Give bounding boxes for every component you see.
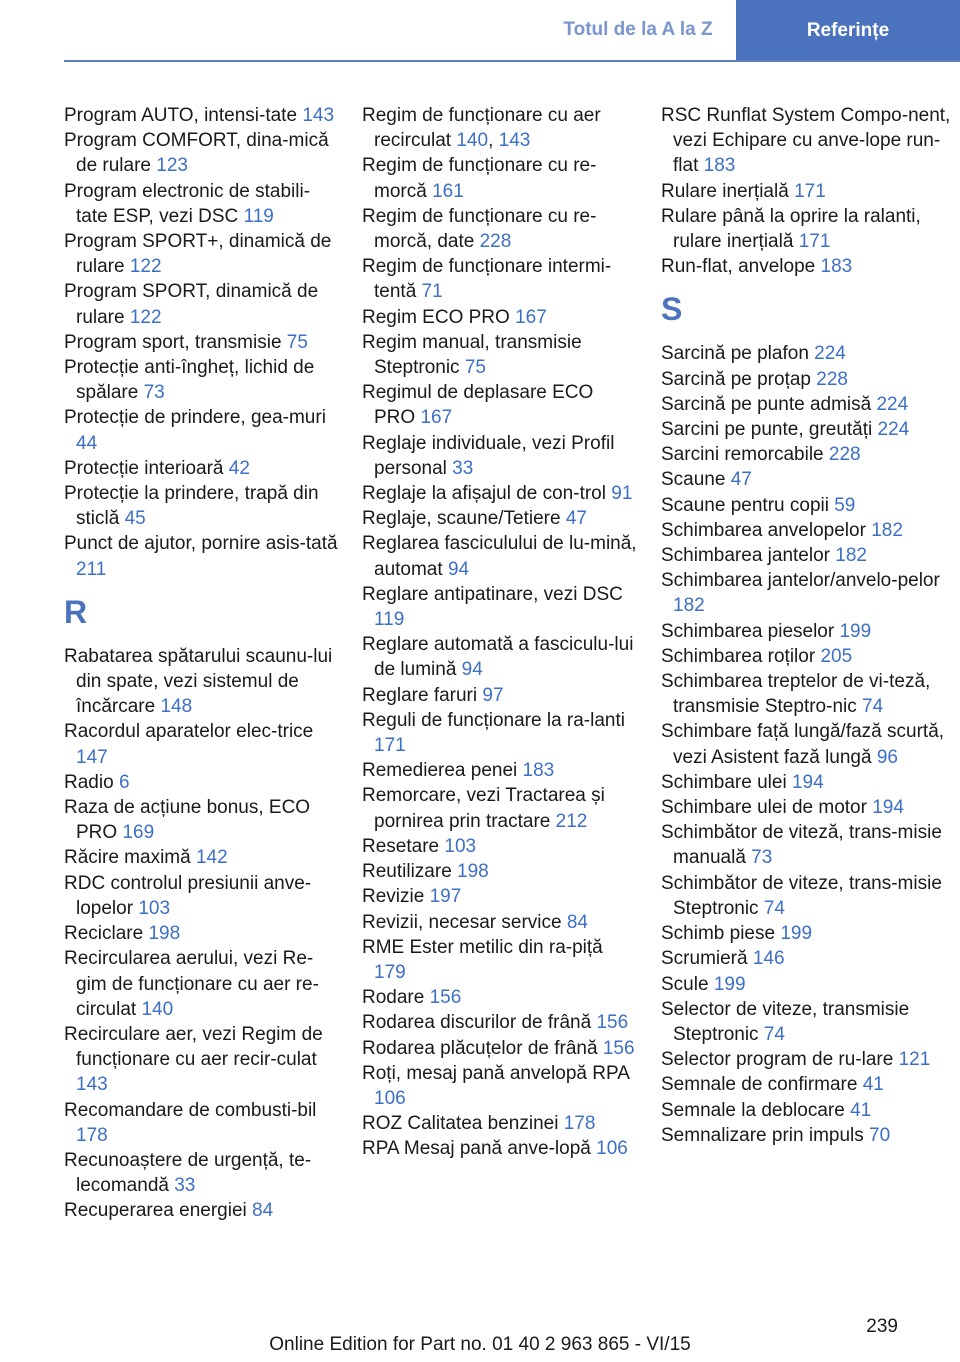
index-entry	[362, 783, 638, 833]
page-reference-link[interactable]: 119	[243, 205, 274, 227]
index-entry	[64, 355, 340, 405]
index-entry	[661, 204, 951, 254]
page-reference-link[interactable]: 140	[141, 998, 174, 1020]
index-entry	[661, 921, 951, 946]
page-reference-link[interactable]: 47	[565, 508, 587, 530]
index-entry	[362, 1061, 638, 1111]
index-section-letter: R	[64, 593, 88, 630]
index-term: Recuperarea energiei	[64, 1200, 247, 1222]
page-reference-link[interactable]: 183	[522, 760, 555, 782]
index-term: Schimbare ulei de motor	[661, 797, 867, 819]
index-entry	[64, 1198, 340, 1223]
index-term: Sarcini pe punte, greutăți	[661, 419, 873, 441]
index-term: Racordul aparatelor elec-trice	[64, 721, 314, 743]
page-reference-link[interactable]: 33	[174, 1175, 196, 1197]
index-entry	[661, 795, 951, 820]
index-entry	[64, 871, 340, 921]
page-reference-link[interactable]: 75	[464, 357, 486, 379]
index-term: Program SPORT, dinamică de rulare	[64, 281, 319, 328]
page-reference-link[interactable]: 161	[432, 180, 464, 202]
index-entry	[362, 153, 638, 203]
index-entry	[661, 442, 951, 467]
index-entry	[362, 254, 638, 304]
index-term: Remedierea penei	[362, 760, 518, 782]
index-term: Rulare până la oprire la ralanti, rulare inerțială	[661, 205, 921, 253]
footer-edition-text: Online Edition for Part no. 01 40 2 963 865 - VI/15	[269, 1334, 691, 1355]
page-reference-link[interactable]: 156	[429, 987, 462, 1009]
page-reference-link[interactable]: 224	[814, 343, 846, 365]
index-entry	[64, 644, 340, 720]
page-reference-link[interactable]: 171	[374, 735, 406, 757]
index-term: ROZ Calitatea benzinei	[362, 1113, 559, 1135]
index-entry	[362, 380, 638, 430]
index-term: Regim ECO PRO	[362, 306, 510, 328]
index-section-letter: S	[661, 291, 683, 328]
index-term: Răcire maximă	[64, 847, 191, 869]
index-entry	[362, 431, 638, 481]
index-term: Reglare automată a fasciculu-lui de lumină	[362, 634, 634, 681]
page-reference-link[interactable]: 74	[763, 897, 785, 919]
index-entry	[362, 1136, 638, 1161]
index-term: Schimbător de viteză, trans-misie manuală	[661, 822, 942, 869]
page-reference-link[interactable]: 167	[515, 306, 547, 328]
index-term: Program SPORT+, dinamică de rulare	[64, 231, 332, 278]
index-term: Reglaje individuale, vezi Profil personal	[362, 432, 615, 479]
page-reference-link[interactable]: 73	[143, 382, 165, 404]
page-reference-link[interactable]: 119	[374, 609, 405, 631]
page-reference-link[interactable]: 199	[839, 620, 872, 642]
index-term: Punct de ajutor, pornire asis-tată	[64, 533, 338, 555]
page-reference-link[interactable]: 103	[444, 835, 477, 857]
index-term: Schimbare față lungă/fază scurtă, vezi Asistent fază lungă	[661, 721, 945, 768]
page-reference-link[interactable]: 205	[820, 645, 853, 667]
index-term: Program COMFORT, dina-mică de rulare	[64, 130, 329, 177]
index-entry	[362, 582, 638, 632]
page-reference-link[interactable]: 171	[798, 231, 831, 253]
index-term: Recomandare de combusti-bil	[64, 1099, 317, 1121]
index-term: Sarcină pe proțap	[661, 368, 811, 390]
index-term: Protecție de prindere, gea-muri	[64, 407, 326, 429]
index-entry	[64, 946, 340, 1022]
index-entry	[661, 467, 951, 492]
index-entry	[362, 884, 638, 909]
page-reference-link[interactable]: 182	[835, 545, 867, 567]
page-reference-link[interactable]: 194	[791, 771, 824, 793]
index-entry	[661, 619, 951, 644]
index-term: RDC controlul presiunii anve-lopelor	[64, 872, 312, 919]
index-term: Sarcini remorcabile	[661, 444, 824, 466]
index-entry	[661, 518, 951, 543]
page-reference-link[interactable]: 212	[555, 810, 588, 832]
index-term: Reglare faruri	[362, 684, 478, 706]
page-reference-link[interactable]: 178	[563, 1113, 596, 1135]
index-term: Raza de acțiune bonus, ECO PRO	[64, 797, 311, 844]
index-entry	[661, 417, 951, 442]
index-term: Schimbarea treptelor de vi-teză, transmisie Steptro-nic	[661, 671, 931, 718]
index-term: Resetare	[362, 835, 440, 857]
index-term: Sarcină pe punte admisă	[661, 393, 872, 415]
section-tab[interactable]: Totul de la A la Z	[563, 19, 713, 40]
page-reference-link[interactable]: 183	[820, 256, 853, 278]
page-reference-link[interactable]: 179	[374, 961, 406, 983]
page-reference-link[interactable]: 84	[566, 911, 588, 933]
index-term: Sarcină pe plafon	[661, 343, 809, 365]
page-reference-link[interactable]: 156	[596, 1012, 629, 1034]
page-reference-link[interactable]: 94	[447, 558, 470, 580]
index-entry	[661, 644, 951, 669]
index-term: Schimbarea jantelor	[661, 545, 830, 567]
index-entry	[362, 481, 638, 506]
index-entry	[661, 1123, 951, 1148]
index-entry	[362, 910, 638, 935]
index-entry	[362, 708, 638, 758]
page-reference-link[interactable]: 45	[124, 508, 146, 530]
index-entry	[661, 1047, 951, 1072]
index-term: Radio	[64, 771, 114, 793]
index-entry	[661, 103, 951, 179]
page-reference-link[interactable]: 41	[850, 1099, 872, 1121]
page-reference-link[interactable]: 106	[374, 1087, 406, 1109]
page-reference-link[interactable]: 198	[457, 861, 489, 883]
page-reference-link[interactable]: 97	[482, 684, 504, 706]
index-term: Remorcare, vezi Tractarea și pornirea prin tractare	[362, 785, 605, 832]
page-reference-link[interactable]: 148	[160, 696, 193, 718]
index-entry	[661, 1072, 951, 1097]
index-term: Roți, mesaj pană anvelopă RPA	[362, 1062, 629, 1084]
index-entry	[64, 456, 340, 481]
index-term: Regim de funcționare cu re-morcă, date	[362, 205, 597, 253]
index-entry	[362, 506, 638, 531]
index-term: Schimb piese	[661, 923, 776, 945]
index-term: Recircularea aerului, vezi Re-gim de funcționare cu aer re-circulat	[64, 948, 319, 1020]
page-reference-link[interactable]: 71	[421, 281, 443, 303]
index-entry	[64, 1098, 340, 1148]
page-reference-link[interactable]: 197	[429, 886, 462, 908]
index-term: Scaune	[661, 469, 726, 491]
index-column-1	[64, 103, 340, 1224]
page-reference-link[interactable]: 198	[148, 923, 181, 945]
index-term: Selector de viteze, transmisie Steptronic	[661, 998, 910, 1045]
page-reference-link[interactable]: 211	[76, 558, 107, 580]
index-entry	[64, 481, 340, 531]
page-reference-link[interactable]: 167	[420, 407, 453, 429]
index-entry	[661, 946, 951, 971]
index-term: Protecție anti-îngheț, lichid de spălare	[64, 357, 315, 404]
index-entry: Regim de funcționare cu aer recirculat 140, 143	[362, 105, 601, 152]
index-term: Regimul de deplasare ECO PRO	[362, 382, 594, 429]
index-entry	[362, 330, 638, 380]
index-entry	[661, 179, 951, 204]
index-entry	[64, 179, 340, 229]
index-entry	[64, 405, 340, 455]
index-entry	[661, 719, 951, 769]
page-reference-link[interactable]: 91	[611, 483, 633, 505]
index-term: Rodarea discurilor de frână	[362, 1012, 592, 1034]
index-term: Regim de funcționare cu aer recirculat	[362, 105, 601, 152]
index-term: Schimbarea pieselor	[661, 620, 835, 642]
page-reference-link[interactable]: 199	[713, 973, 746, 995]
index-entry	[661, 770, 951, 795]
index-term: Scule	[661, 973, 709, 995]
index-term: Semnalizare prin impuls	[661, 1124, 864, 1146]
page-reference-link[interactable]: 140	[456, 130, 489, 152]
page-reference-link[interactable]: 178	[76, 1124, 108, 1146]
page-reference-link[interactable]: 228	[828, 444, 861, 466]
index-term: Protecție la prindere, trapă din sticlă	[64, 483, 319, 530]
index-entry	[64, 921, 340, 946]
page-reference-link[interactable]: 199	[780, 923, 813, 945]
page-reference-link[interactable]: 122	[129, 306, 162, 328]
index-entry	[362, 1010, 638, 1035]
page-reference-link[interactable]: 143	[76, 1074, 108, 1096]
page-reference-link[interactable]: 143	[498, 130, 531, 152]
index-term: RPA Mesaj pană anve-lopă	[362, 1138, 591, 1160]
index-term: Schimbător de viteze, trans-misie Steptronic	[661, 872, 942, 919]
index-term: Schimbare ulei	[661, 771, 787, 793]
index-term: Schimbarea anvelopelor	[661, 519, 866, 541]
index-term: Scrumieră	[661, 948, 748, 970]
index-term: Program electronic de stabili-tate ESP, vezi DSC	[64, 180, 311, 227]
page-reference-link[interactable]: 224	[877, 419, 910, 441]
index-entry	[362, 859, 638, 884]
index-entry	[362, 985, 638, 1010]
page-reference-link[interactable]: 169	[122, 822, 155, 844]
index-term: Schimbarea roților	[661, 645, 816, 667]
index-term: Program sport, transmisie	[64, 331, 282, 353]
page-reference-link[interactable]: 143	[302, 105, 335, 126]
index-term: Rodare	[362, 987, 425, 1009]
index-entry	[64, 1148, 340, 1198]
page-header	[0, 0, 960, 62]
page-reference-link[interactable]: 146	[752, 948, 785, 970]
index-entry	[661, 367, 951, 392]
index-term: Reguli de funcționare la ra-lanti	[362, 709, 625, 731]
page-reference-link[interactable]: 228	[816, 368, 848, 390]
page-reference-link[interactable]: 74	[862, 696, 884, 718]
index-term: Revizie	[362, 886, 425, 908]
index-term: Recunoaștere de urgență, te-lecomandă	[64, 1149, 312, 1197]
page-reference-link[interactable]: 103	[138, 897, 171, 919]
page-reference-link[interactable]: 194	[872, 797, 904, 819]
index-term: RME Ester metilic din ra-piță	[362, 936, 603, 958]
index-term: Semnale la deblocare	[661, 1099, 845, 1121]
index-term: Revizii, necesar service	[362, 911, 562, 933]
index-term: Reciclare	[64, 923, 144, 945]
index-term: Selector program de ru-lare	[661, 1049, 894, 1071]
page-reference-link[interactable]: 59	[834, 494, 856, 516]
index-entry	[362, 834, 638, 859]
index-term: Reglarea fasciculului de lu-mină, automat	[362, 533, 637, 580]
page-reference-link[interactable]: 122	[129, 256, 162, 278]
index-entry	[64, 719, 340, 769]
page-reference-link[interactable]: 106	[596, 1138, 628, 1160]
index-entry	[661, 972, 951, 997]
header-divider	[64, 60, 960, 62]
index-entry	[64, 795, 340, 845]
index-entry	[64, 229, 340, 279]
page-reference-link[interactable]: 156	[602, 1037, 635, 1059]
index-entry	[661, 254, 951, 279]
index-entry	[661, 568, 951, 618]
index-entry	[661, 392, 951, 417]
index-term: Regim de funcționare intermi-tentă	[362, 256, 612, 303]
index-column-2	[362, 103, 638, 1162]
index-entry	[661, 820, 951, 870]
page-reference-link[interactable]: 47	[730, 469, 752, 491]
index-entry	[661, 341, 951, 366]
page-reference-link[interactable]: 171	[794, 180, 826, 202]
index-term: Protecție interioară	[64, 457, 224, 479]
page-reference-link[interactable]: 73	[751, 847, 773, 869]
page-reference-link[interactable]: 33	[452, 457, 474, 479]
page-reference-link[interactable]: 147	[76, 746, 108, 768]
index-entry	[661, 997, 951, 1047]
index-term: Program AUTO, intensi-tate	[64, 105, 298, 126]
index-entry	[64, 770, 340, 795]
index-term: Rabatarea spătarului scaunu-lui din spate, vezi sistemul de încărcare	[64, 645, 333, 718]
index-entry	[661, 493, 951, 518]
index-term: RSC Runflat System Compo-nent, vezi Echipare cu anve-lope run-flat	[661, 105, 951, 177]
index-entry	[661, 669, 951, 719]
index-term: Reglaje la afișajul de con-trol	[362, 483, 606, 505]
index-term: Rodarea plăcuțelor de frână	[362, 1037, 598, 1059]
page-reference-link[interactable]: 182	[871, 519, 903, 541]
page-reference-link[interactable]: 42	[228, 457, 250, 479]
index-term: Run-flat, anvelope	[661, 256, 816, 278]
page-reference-link[interactable]: 182	[673, 595, 705, 617]
index-entry	[661, 871, 951, 921]
page-reference-link[interactable]: 75	[286, 331, 308, 353]
index-entry	[362, 204, 638, 254]
active-section-tab[interactable]: Referințe	[736, 0, 960, 62]
index-entry	[64, 103, 340, 128]
page-number: 239	[866, 1316, 898, 1337]
page-reference-link[interactable]: 142	[195, 847, 228, 869]
page-reference-link[interactable]: 44	[76, 432, 98, 454]
index-entry	[64, 1022, 340, 1098]
index-term: Semnale de confirmare	[661, 1074, 858, 1096]
index-entry	[362, 683, 638, 708]
index-column-3	[661, 103, 951, 1148]
index-term: Reglare antipatinare, vezi DSC	[362, 583, 623, 605]
index-entry	[362, 1036, 638, 1061]
index-entry	[64, 531, 340, 581]
index-entry	[64, 845, 340, 870]
index-term: Regim de funcționare cu re-morcă	[362, 155, 597, 202]
index-entry	[661, 1098, 951, 1123]
page-reference-link[interactable]: 121	[898, 1049, 931, 1071]
page-reference-link[interactable]: 84	[252, 1200, 274, 1222]
index-entry	[64, 330, 340, 355]
index-entry	[64, 279, 340, 329]
page-reference-link[interactable]: 74	[763, 1023, 785, 1045]
index-entry	[362, 305, 638, 330]
index-entry	[362, 758, 638, 783]
index-entry	[362, 632, 638, 682]
index-entry	[362, 531, 638, 581]
page-reference-link[interactable]: 183	[703, 155, 736, 177]
index-term: Schimbarea jantelor/anvelo-pelor	[661, 570, 940, 592]
index-term: Regim manual, transmisie Steptronic	[362, 331, 582, 379]
page-reference-link[interactable]: 94	[461, 659, 483, 681]
index-term: Recirculare aer, vezi Regim de funcționare cu aer recir-culat	[64, 1023, 323, 1071]
page-reference-link[interactable]: 96	[876, 746, 898, 768]
index-term: Rulare inerțială	[661, 180, 789, 202]
index-entry	[362, 935, 638, 985]
page-reference-link[interactable]: 41	[862, 1074, 884, 1096]
page-reference-link[interactable]: 228	[479, 231, 512, 253]
index-entry	[661, 543, 951, 568]
index-term: Scaune pentru copii	[661, 494, 829, 516]
page-reference-link[interactable]: 70	[869, 1124, 891, 1146]
page-reference-link[interactable]: 224	[876, 393, 909, 415]
index-term: Reutilizare	[362, 861, 452, 883]
index-entry	[362, 1111, 638, 1136]
index-entry	[64, 128, 340, 178]
index-term: Reglaje, scaune/Tetiere	[362, 508, 561, 530]
page-reference-link[interactable]: 123	[156, 155, 188, 177]
page-reference-link[interactable]: 6	[118, 771, 130, 793]
